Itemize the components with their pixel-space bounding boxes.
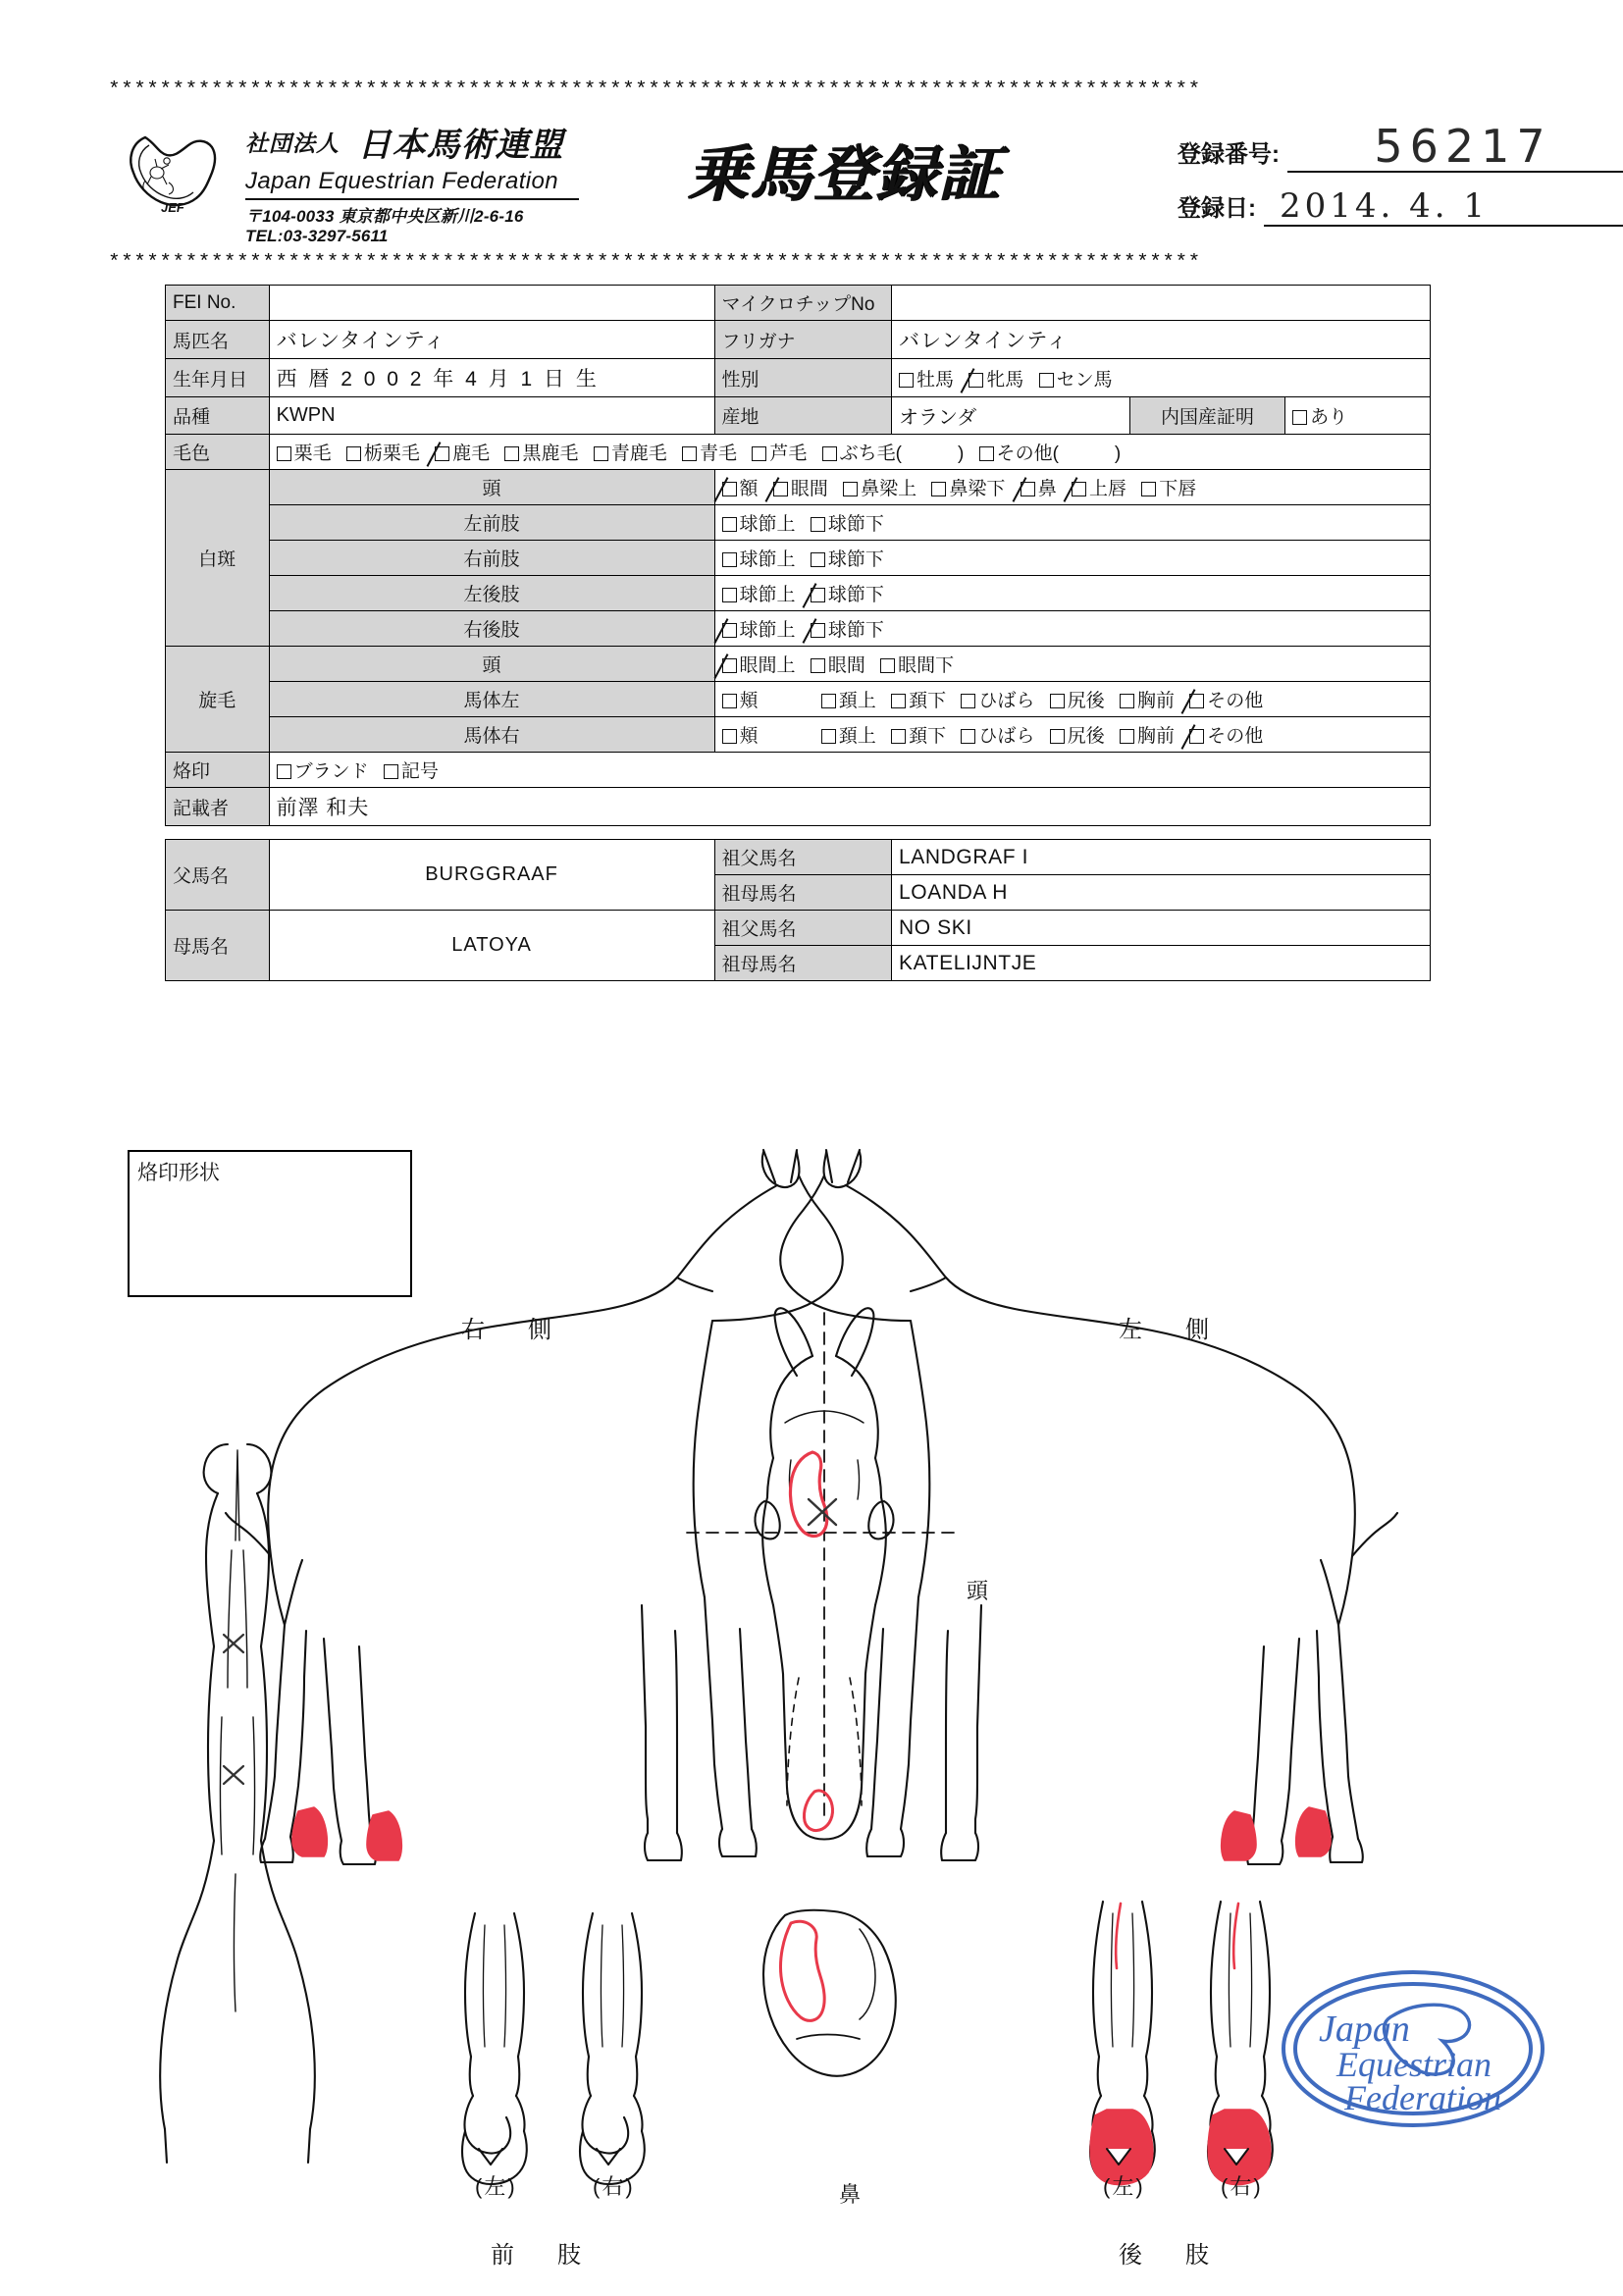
table-row-limb-2 [166,576,1431,611]
white-head-option-3[interactable]: 鼻梁下 [931,474,1005,500]
furigana-value[interactable]: バレンタインティ [892,321,1431,359]
coat-option-4[interactable]: 青鹿毛 [594,439,667,465]
registration-number-row [1178,120,1623,173]
white-head-option-6[interactable]: 下唇 [1141,474,1196,500]
limb-2-option-0[interactable]: 球節上 [722,580,796,606]
sex-options[interactable] [892,359,1431,397]
coat-option-1[interactable]: 栃栗毛 [346,439,420,465]
coat-option-5[interactable]: 青毛 [682,439,737,465]
jef-logo-icon [118,126,226,219]
limb-1-option-1[interactable]: 球節下 [811,545,884,571]
whorl-label: 旋毛 [166,647,270,753]
table-row-whorl-body-right [166,717,1431,753]
horse-rear-view-figure [160,1444,315,2163]
stamp-line-2: Equestrian [1336,2045,1492,2084]
white-head-options[interactable] [714,470,1430,505]
recorder-label: 記載者 [166,788,270,826]
table-row-whorl-head [166,647,1431,682]
org-name-en: Japan Equestrian Federation [245,168,559,194]
whorl-head-label: 頭 [269,647,714,682]
limb-label-3: 右後肢 [269,611,714,647]
recorder-value[interactable]: 前澤 和夫 [269,788,1430,826]
breed-value[interactable]: KWPN [269,397,714,435]
table-row-limb-1 [166,541,1431,576]
hind-right-label: (右) [1221,2174,1263,2199]
horse-name-value[interactable]: バレンタインティ [269,321,714,359]
white-head-option-0[interactable]: 額 [722,474,759,500]
table-row-breed-origin [166,397,1431,435]
whorl-body-0-option-1[interactable]: 頚上 [821,686,876,712]
registration-number-label: 登録番号: [1178,141,1280,168]
brand-shape-label: 烙印形状 [137,1162,220,1184]
horse-right-side-figure [226,1150,843,1864]
head-diagram-label: 頭 [967,1579,991,1603]
whorl-body-1-option-4[interactable]: 尻後 [1050,721,1105,748]
table-row-limb-0 [166,505,1431,541]
white-marks-label: 白斑 [166,470,270,647]
dam-value[interactable]: LATOYA [269,911,714,981]
front-right-label: (右) [593,2174,635,2199]
jef-official-stamp [1276,1960,1550,2137]
coat-option-0[interactable]: 栗毛 [277,439,332,465]
dam-grandsire-value[interactable]: NO SKI [892,911,1431,946]
whorl-body-1-option-0[interactable]: 頬 [722,721,807,748]
limb-options-3[interactable] [714,611,1430,647]
coat-option-2[interactable]: 鹿毛 [435,439,490,465]
front-limb-label: 前 肢 [491,2242,591,2269]
marking-muzzle [804,1791,832,1831]
white-head-option-5[interactable]: 上唇 [1072,474,1126,500]
limb-options-2[interactable] [714,576,1430,611]
org-name-jp: 日本馬術連盟 [357,127,564,164]
star-divider-top: ************************************************************************************* [108,80,1201,101]
coat-label: 毛色 [166,435,270,470]
hind-limb-label: 後 肢 [1119,2242,1219,2269]
limb-label-2: 左後肢 [269,576,714,611]
limb-3-option-0[interactable]: 球節上 [722,615,796,642]
table-row-recorder [166,788,1431,826]
limb-2-option-1[interactable]: 球節下 [811,580,884,606]
muzzle-figure [763,1910,896,2076]
limb-label-1: 右前肢 [269,541,714,576]
sex-option-2[interactable]: セン馬 [1039,365,1113,391]
org-corporate-type: 社団法人 [245,130,340,156]
front-limbs-figure [462,1913,645,2184]
horse-registration-table [165,285,1431,981]
whorl-head-option-1[interactable]: 眼間 [811,651,865,677]
brand-options[interactable] [269,753,1430,788]
fei-no-label: FEI No. [166,286,270,321]
limb-1-option-0[interactable]: 球節上 [722,545,796,571]
stamp-line-3: Federation [1344,2078,1501,2117]
table-row-limb-3 [166,611,1431,647]
dam-grandsire-label: 祖父馬名 [714,911,891,946]
coat-option-8[interactable]: その他( ) [979,439,1122,465]
sire-granddam-value[interactable]: LOANDA H [892,875,1431,911]
whorl-body-label-0: 馬体左 [269,682,714,717]
marking-hind-limbs-detail [1090,1904,1271,2185]
limb-3-option-1[interactable]: 球節下 [811,615,884,642]
white-head-label: 頭 [269,470,714,505]
furigana-label: フリガナ [714,321,891,359]
registration-date-row [1178,188,1623,227]
limb-label-0: 左前肢 [269,505,714,541]
document-title: 乗馬登録証 [687,141,1002,209]
right-side-label: 右 側 [461,1317,561,1343]
registration-block [1178,120,1623,242]
sex-option-1[interactable]: 牝馬 [969,365,1023,391]
hind-left-label: (左) [1103,2174,1145,2199]
microchip-label: マイクロチップNo [714,286,891,321]
table-row-dam-grandsire [166,911,1431,946]
fei-no-value[interactable] [269,286,714,321]
front-left-label: (左) [475,2174,517,2199]
marking-right-horse-hind [1222,1807,1331,1860]
whorl-body-0-option-3[interactable]: ひばら [961,686,1034,712]
whorl-body-1-option-1[interactable]: 頚上 [821,721,876,748]
registration-number-value: 56217 [1287,124,1623,173]
whorl-body-label-1: 馬体右 [269,717,714,753]
marking-left-horse-hind [292,1807,401,1860]
sire-grandsire-value[interactable]: LANDGRAF I [892,840,1431,875]
white-head-option-4[interactable]: 鼻 [1021,474,1057,500]
white-head-option-2[interactable]: 鼻梁上 [843,474,916,500]
brand-label: 烙印 [166,753,270,788]
whorl-head-option-2[interactable]: 眼間下 [880,651,954,677]
svg-text:JEF: JEF [161,200,184,215]
table-row-sire-grandsire [166,840,1431,875]
origin-label: 産地 [714,397,891,435]
table-row-brand [166,753,1431,788]
sire-label: 父馬名 [166,840,270,911]
whorl-body-0-option-4[interactable]: 尻後 [1050,686,1105,712]
whorl-body-options-1[interactable] [714,717,1430,753]
sex-option-0[interactable]: 牡馬 [899,365,954,391]
org-address: 〒104-0033 東京都中央区新川2-6-16 [245,207,524,226]
horse-name-label: 馬匹名 [166,321,270,359]
dob-label: 生年月日 [166,359,270,397]
sex-label: 性別 [714,359,891,397]
coat-option-3[interactable]: 黒鹿毛 [504,439,578,465]
dob-value[interactable]: 西 暦 2 0 0 2 年 4 月 1 日 生 [269,359,714,397]
whorl-body-1-option-2[interactable]: 頚下 [891,721,946,748]
origin-value[interactable]: オランダ [892,397,1130,435]
whorl-body-0-option-6[interactable]: その他 [1189,686,1263,712]
limb-0-option-0[interactable]: 球節上 [722,509,796,536]
org-telephone: TEL:03-3297-5611 [245,227,389,245]
organization-block [245,118,589,246]
whorl-head-options[interactable] [714,647,1430,682]
coat-option-6[interactable]: 芦毛 [752,439,807,465]
whorl-x-marks-rear [224,1635,243,1784]
whorl-body-0-option-2[interactable]: 頚下 [891,686,946,712]
head-crosshair-axes [687,1313,962,1815]
star-divider-bottom: ************************************************************************************* [108,253,1201,274]
sire-grandsire-label: 祖父馬名 [714,840,891,875]
brand-option-0[interactable]: ブランド [277,757,369,783]
coat-options[interactable] [269,435,1430,470]
breed-label: 品種 [166,397,270,435]
horse-left-side-figure [780,1150,1397,1864]
whorl-body-options-0[interactable] [714,682,1430,717]
coat-option-7[interactable]: ぶち毛( ) [822,439,965,465]
domestic-cert-option[interactable] [1285,397,1431,435]
whorl-body-1-option-3[interactable]: ひばら [961,721,1034,748]
limb-options-0[interactable] [714,505,1430,541]
left-side-label: 左 側 [1119,1317,1219,1343]
whorl-body-0-option-0[interactable]: 頬 [722,686,807,712]
table-row-fei [166,286,1431,321]
dam-granddam-value[interactable]: KATELIJNTJE [892,946,1431,981]
table-row-dob-sex [166,359,1431,397]
sire-granddam-label: 祖母馬名 [714,875,891,911]
white-head-option-1[interactable]: 眼間 [773,474,828,500]
table-row-white-head [166,470,1431,505]
whorl-head-option-0[interactable]: 眼間上 [722,651,796,677]
domestic-cert-label: 内国産証明 [1129,397,1284,435]
table-spacer-row [166,826,1431,840]
table-row-coat-color [166,435,1431,470]
dam-label: 母馬名 [166,911,270,981]
whorl-body-1-option-6[interactable]: その他 [1189,721,1263,748]
limb-0-option-1[interactable]: 球節下 [811,509,884,536]
dam-granddam-label: 祖母馬名 [714,946,891,981]
table-row-horse-name [166,321,1431,359]
registration-date-value: 2014. 4. 1 [1264,189,1623,227]
stamp-line-1: Japan [1319,2009,1410,2050]
document-header [108,118,1552,245]
whorl-body-1-option-5[interactable]: 胸前 [1120,721,1175,748]
registration-date-label: 登録日: [1178,195,1256,222]
domestic-cert-checkbox[interactable]: あり [1292,402,1347,429]
nose-diagram-label: 鼻 [839,2182,864,2207]
microchip-value[interactable] [892,286,1431,321]
whorl-body-0-option-5[interactable]: 胸前 [1120,686,1175,712]
brand-option-1[interactable]: 記号 [384,757,439,783]
sire-value[interactable]: BURGGRAAF [269,840,714,911]
limb-options-1[interactable] [714,541,1430,576]
table-row-whorl-body-left [166,682,1431,717]
